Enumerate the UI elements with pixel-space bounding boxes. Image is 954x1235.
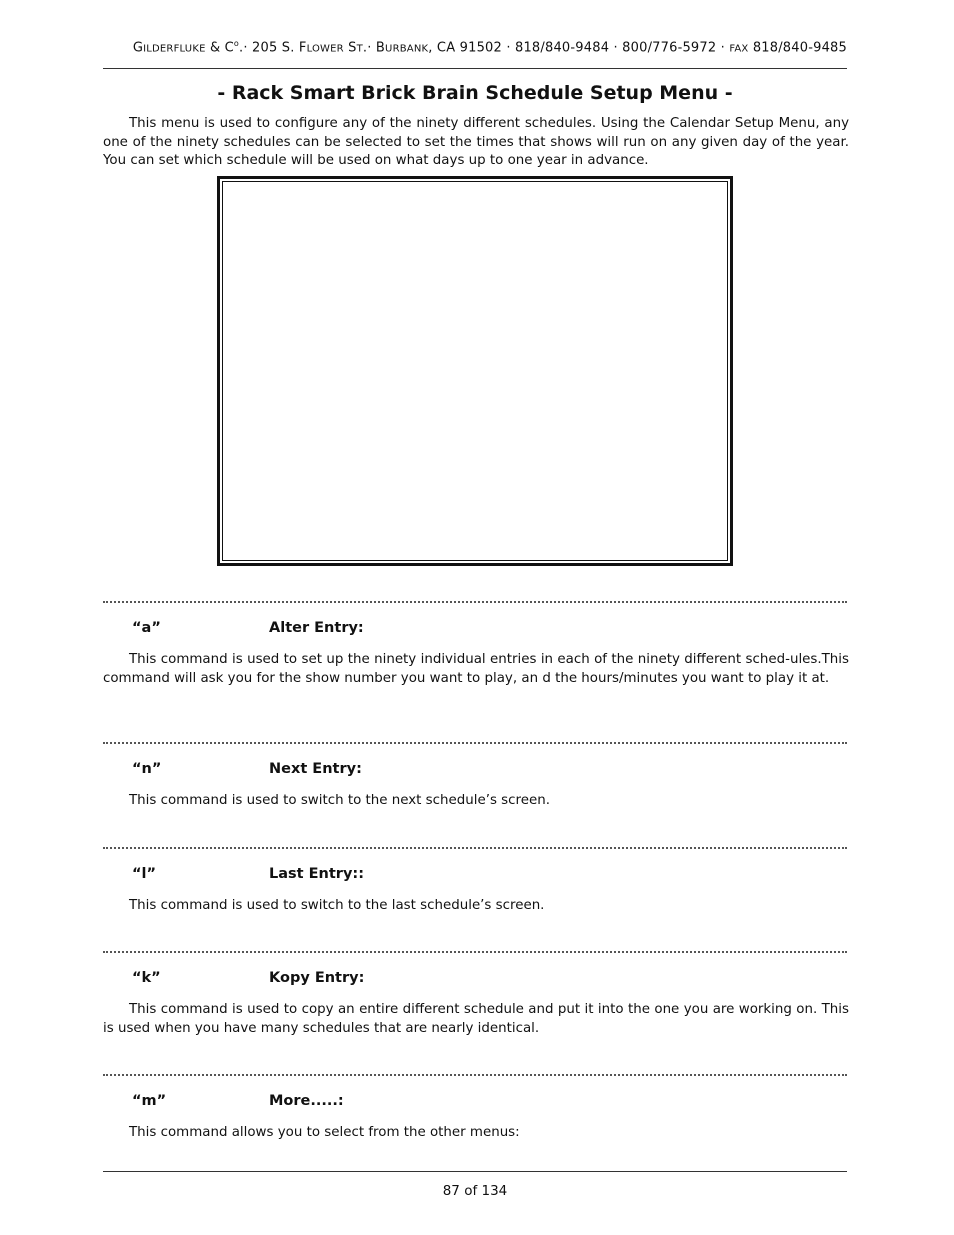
command-description bbox=[103, 896, 849, 915]
header-sep2: .· B bbox=[362, 40, 386, 56]
header-fax-label: FAX bbox=[729, 43, 749, 55]
command-description-text: This command is used to set up the ninety individual entries in each of the ninety different sched-ules.This command will ask you for the show number you want to play, an d the hours/minutes you want to play it at. bbox=[103, 652, 849, 686]
section-divider bbox=[103, 601, 847, 607]
header-rule bbox=[103, 68, 847, 69]
header-company-amp: & C bbox=[209, 40, 234, 56]
section-divider bbox=[103, 847, 847, 853]
intro-text: This menu is used to configure any of the ninety different schedules. Using the Calendar Setup Menu, any one of the ninety schedules can be selected to set the times that shows will run on any given day of the year. You can set which schedule will be used on what days up to one year in advance. bbox=[103, 116, 849, 169]
section-divider bbox=[103, 951, 847, 957]
command-key: “m” bbox=[132, 1093, 167, 1109]
menu-screen-frame bbox=[217, 176, 733, 566]
header-street-t: T bbox=[356, 43, 363, 55]
command-description-text: This command is used to switch to the last schedule’s screen. bbox=[129, 898, 545, 913]
header-city: URBANK bbox=[385, 43, 429, 55]
command-name: More.....: bbox=[269, 1093, 344, 1109]
header-company-initial: G bbox=[132, 40, 144, 56]
command-key: “k” bbox=[132, 970, 161, 986]
command-key: “a” bbox=[132, 620, 161, 636]
command-name: Alter Entry: bbox=[269, 620, 364, 636]
command-description bbox=[103, 1123, 849, 1142]
header-company-rest: ILDERFLUKE bbox=[143, 43, 206, 55]
header-address-tail: , CA 91502 · 818/840-9484 · 800/776-5972 · bbox=[428, 40, 730, 56]
command-description bbox=[103, 791, 849, 810]
page-number: 87 of 134 bbox=[442, 1183, 508, 1199]
footer-rule bbox=[103, 1171, 847, 1172]
command-description-text: This command is used to copy an entire different schedule and put it into the one you are working on. This is used when you have many schedules that are nearly identical. bbox=[103, 1002, 849, 1036]
command-description-text: This command is used to switch to the next schedule’s screen. bbox=[129, 793, 550, 808]
command-name: Next Entry: bbox=[269, 761, 362, 777]
command-name: Last Entry:: bbox=[269, 866, 364, 882]
command-key: “n” bbox=[132, 761, 162, 777]
command-description-text: This command allows you to select from the other menus: bbox=[129, 1125, 520, 1140]
command-key: “l” bbox=[132, 866, 157, 882]
intro-paragraph bbox=[103, 115, 849, 171]
page-title: - Rack Smart Brick Brain Schedule Setup Menu - bbox=[217, 82, 733, 104]
section-divider bbox=[103, 1074, 847, 1080]
header-street: LOWER bbox=[306, 43, 344, 55]
command-name: Kopy Entry: bbox=[269, 970, 365, 986]
header-fax-number: 818/840-9485 bbox=[748, 40, 847, 56]
command-description bbox=[103, 1000, 849, 1038]
header-company-sup: o bbox=[233, 39, 240, 48]
section-divider bbox=[103, 742, 847, 748]
header-sep1: .· 205 S. F bbox=[239, 40, 307, 56]
page-header bbox=[103, 39, 847, 55]
command-description bbox=[103, 650, 849, 688]
menu-screen-inner-border bbox=[222, 181, 728, 561]
header-street-st: S bbox=[343, 40, 357, 56]
